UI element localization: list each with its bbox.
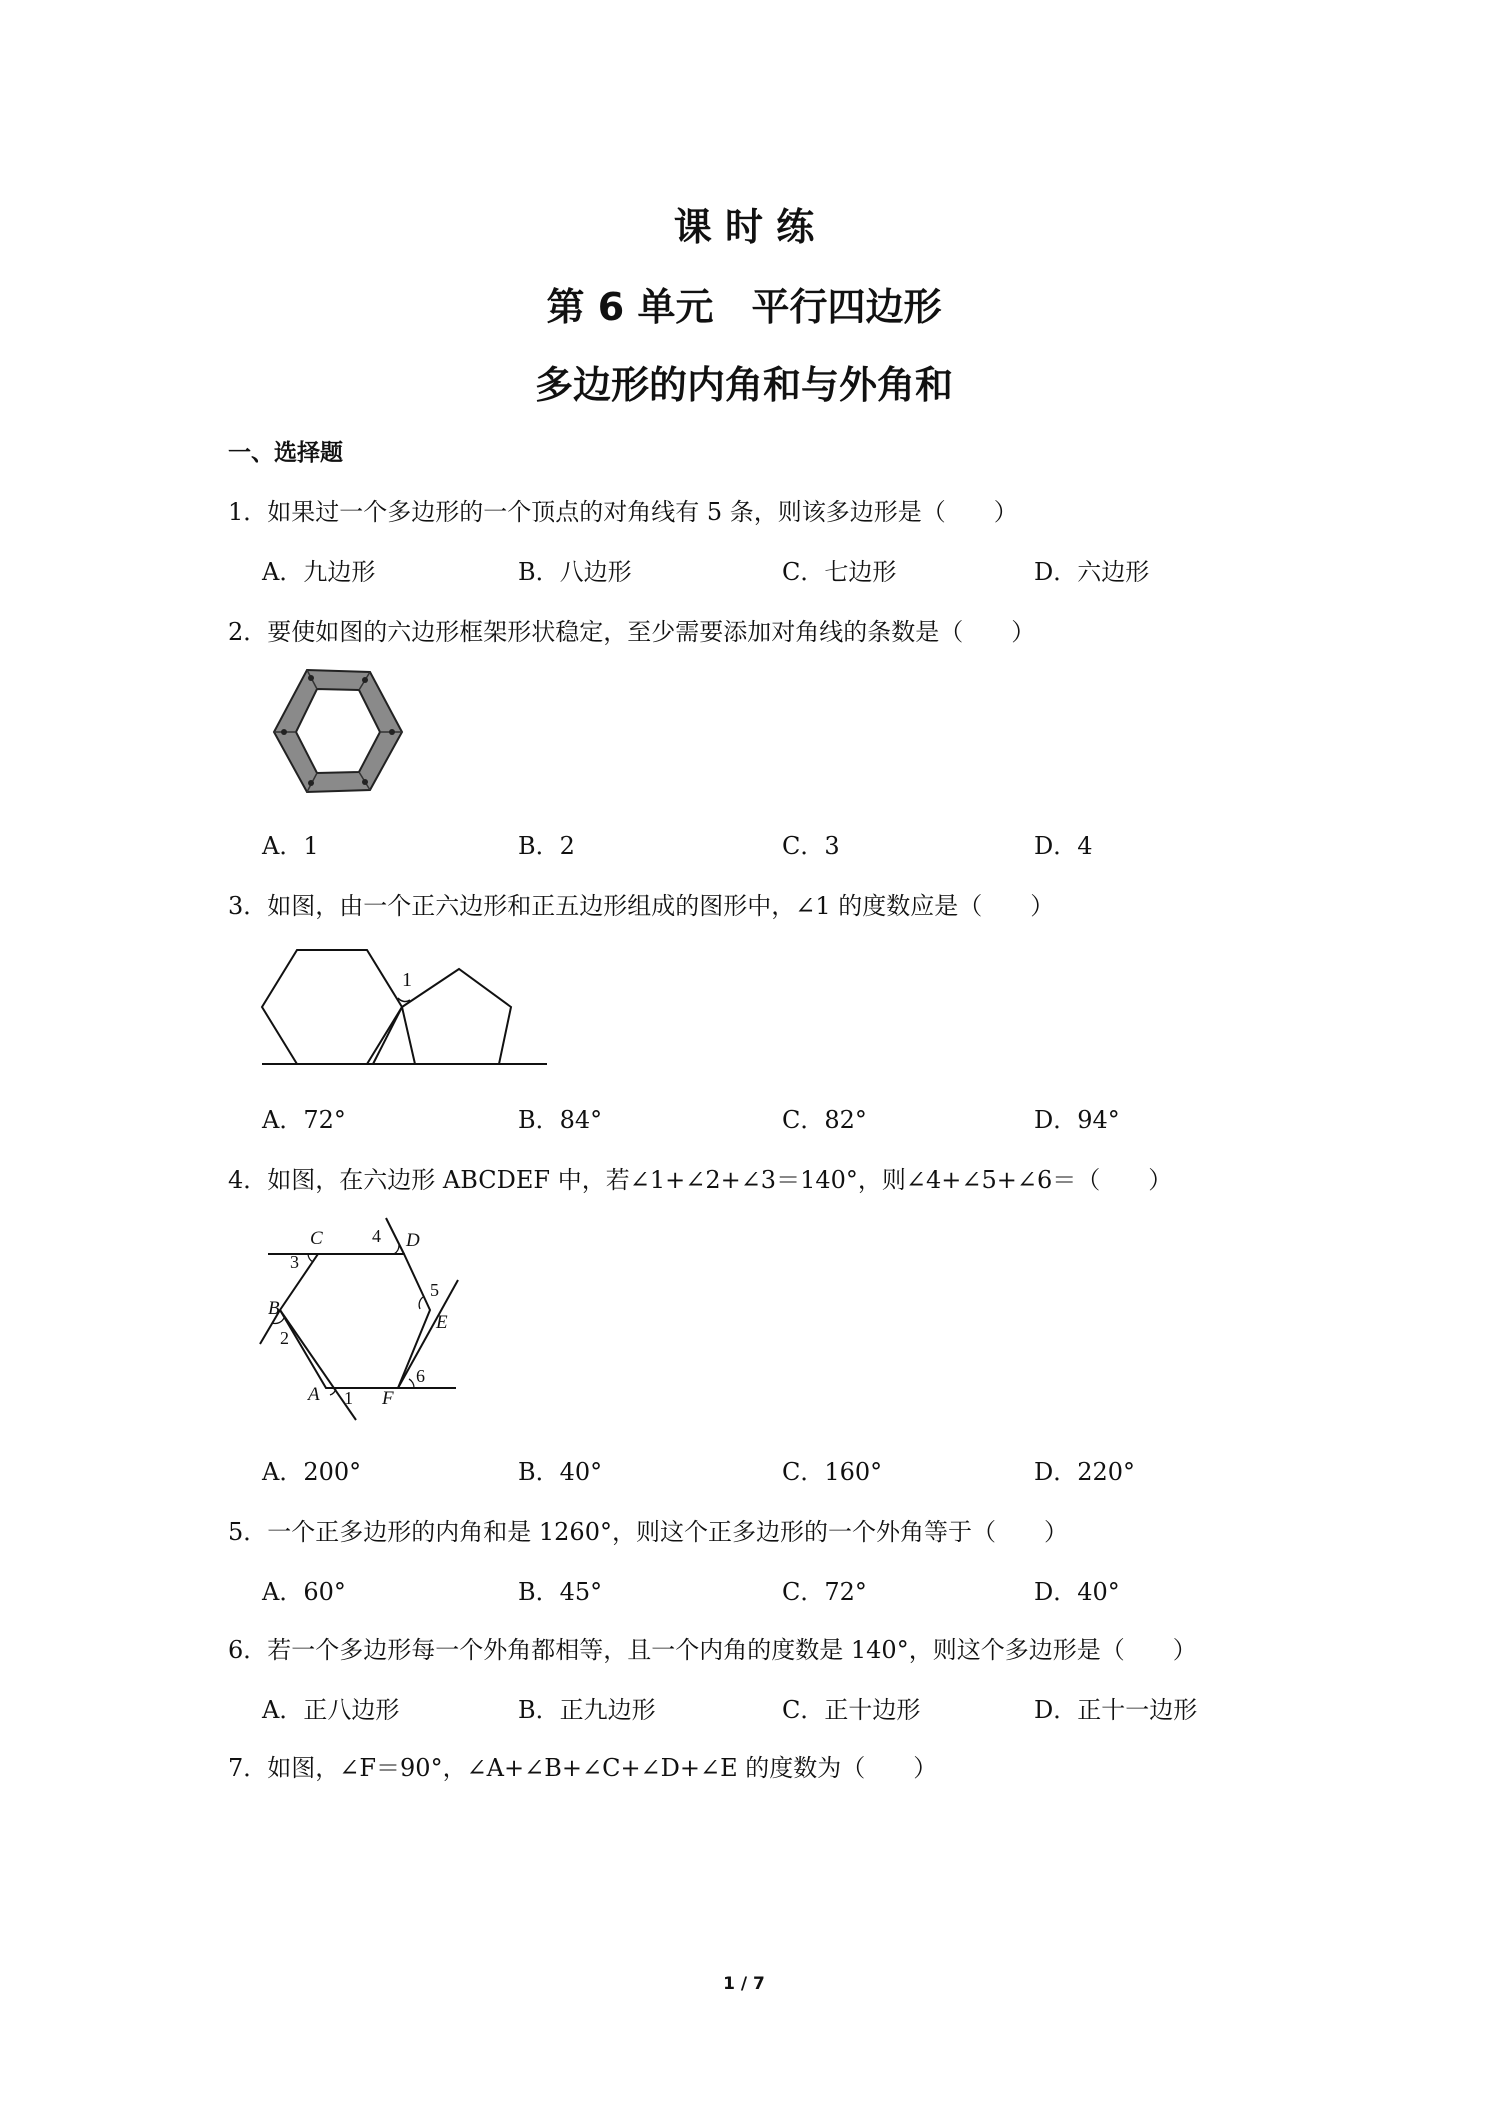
- section-heading: 一、选择题: [228, 440, 343, 466]
- option-3d: D．94°: [1034, 1106, 1120, 1134]
- option-6b: B．正九边形: [518, 1696, 656, 1724]
- svg-text:B: B: [268, 1298, 280, 1319]
- angle-1-label: 1: [402, 969, 412, 991]
- hexagon-abcdef: [280, 1254, 430, 1388]
- option-1b: B．八边形: [518, 558, 632, 586]
- page-number: 1 / 7: [723, 1974, 765, 1994]
- option-6a: A．正八边形: [262, 1696, 400, 1724]
- hexagon-frame-figure: [262, 662, 412, 802]
- option-3c: C．82°: [782, 1106, 867, 1134]
- svg-text:C: C: [310, 1228, 323, 1249]
- option-3b: B．84°: [518, 1106, 603, 1134]
- option-3a: A．72°: [262, 1106, 346, 1134]
- question-7: 7．如图，∠F＝90°，∠A+∠B+∠C+∠D+∠E 的度数为（ ）: [228, 1754, 938, 1782]
- svg-text:6: 6: [416, 1366, 425, 1386]
- question-6: 6．若一个多边形每一个外角都相等，且一个内角的度数是 140°，则这个多边形是（ ）: [228, 1636, 1197, 1664]
- question-1: 1．如果过一个多边形的一个顶点的对角线有 5 条，则该多边形是（ ）: [228, 498, 1018, 526]
- option-1d: D．六边形: [1034, 558, 1150, 586]
- option-5a: A．60°: [262, 1578, 346, 1606]
- option-4d: D．220°: [1034, 1458, 1136, 1486]
- svg-text:1: 1: [344, 1388, 353, 1408]
- svg-text:F: F: [382, 1388, 394, 1409]
- svg-text:4: 4: [372, 1226, 381, 1246]
- option-2a: A．1: [262, 832, 319, 860]
- hexagon-pentagon-figure: [262, 940, 552, 1070]
- option-4c: C．160°: [782, 1458, 883, 1486]
- question-3: 3．如图，由一个正六边形和正五边形组成的图形中，∠1 的度数应是（ ）: [228, 892, 1055, 920]
- option-5c: C．72°: [782, 1578, 867, 1606]
- question-4: 4．如图，在六边形 ABCDEF 中，若∠1+∠2+∠3＝140°，则∠4+∠5+∠6＝（ ）: [228, 1166, 1173, 1194]
- option-4b: B．40°: [518, 1458, 603, 1486]
- option-5d: D．40°: [1034, 1578, 1120, 1606]
- option-2b: B．2: [518, 832, 575, 860]
- svg-text:3: 3: [290, 1252, 299, 1272]
- page-title: 课 时 练: [673, 205, 815, 249]
- unit-title: 第 6 单元 平行四边形: [546, 285, 942, 329]
- option-2d: D．4: [1034, 832, 1093, 860]
- option-4a: A．200°: [262, 1458, 362, 1486]
- svg-text:2: 2: [280, 1328, 289, 1348]
- svg-text:E: E: [436, 1312, 448, 1333]
- option-1a: A．九边形: [262, 558, 376, 586]
- option-6c: C．正十边形: [782, 1696, 921, 1724]
- lesson-title: 多边形的内角和与外角和: [534, 363, 953, 407]
- option-6d: D．正十一边形: [1034, 1696, 1198, 1724]
- question-2: 2．要使如图的六边形框架形状稳定，至少需要添加对角线的条数是（ ）: [228, 618, 1036, 646]
- regular-pentagon: [402, 969, 511, 1064]
- svg-text:D: D: [406, 1230, 420, 1251]
- option-2c: C．3: [782, 832, 840, 860]
- option-1c: C．七边形: [782, 558, 897, 586]
- svg-text:5: 5: [430, 1280, 439, 1300]
- hexagon-abcdef-figure: [258, 1206, 478, 1426]
- option-5b: B．45°: [518, 1578, 603, 1606]
- svg-text:A: A: [308, 1384, 320, 1405]
- hexagon-frame: [274, 670, 402, 792]
- question-5: 5．一个正多边形的内角和是 1260°，则这个正多边形的一个外角等于（ ）: [228, 1518, 1068, 1546]
